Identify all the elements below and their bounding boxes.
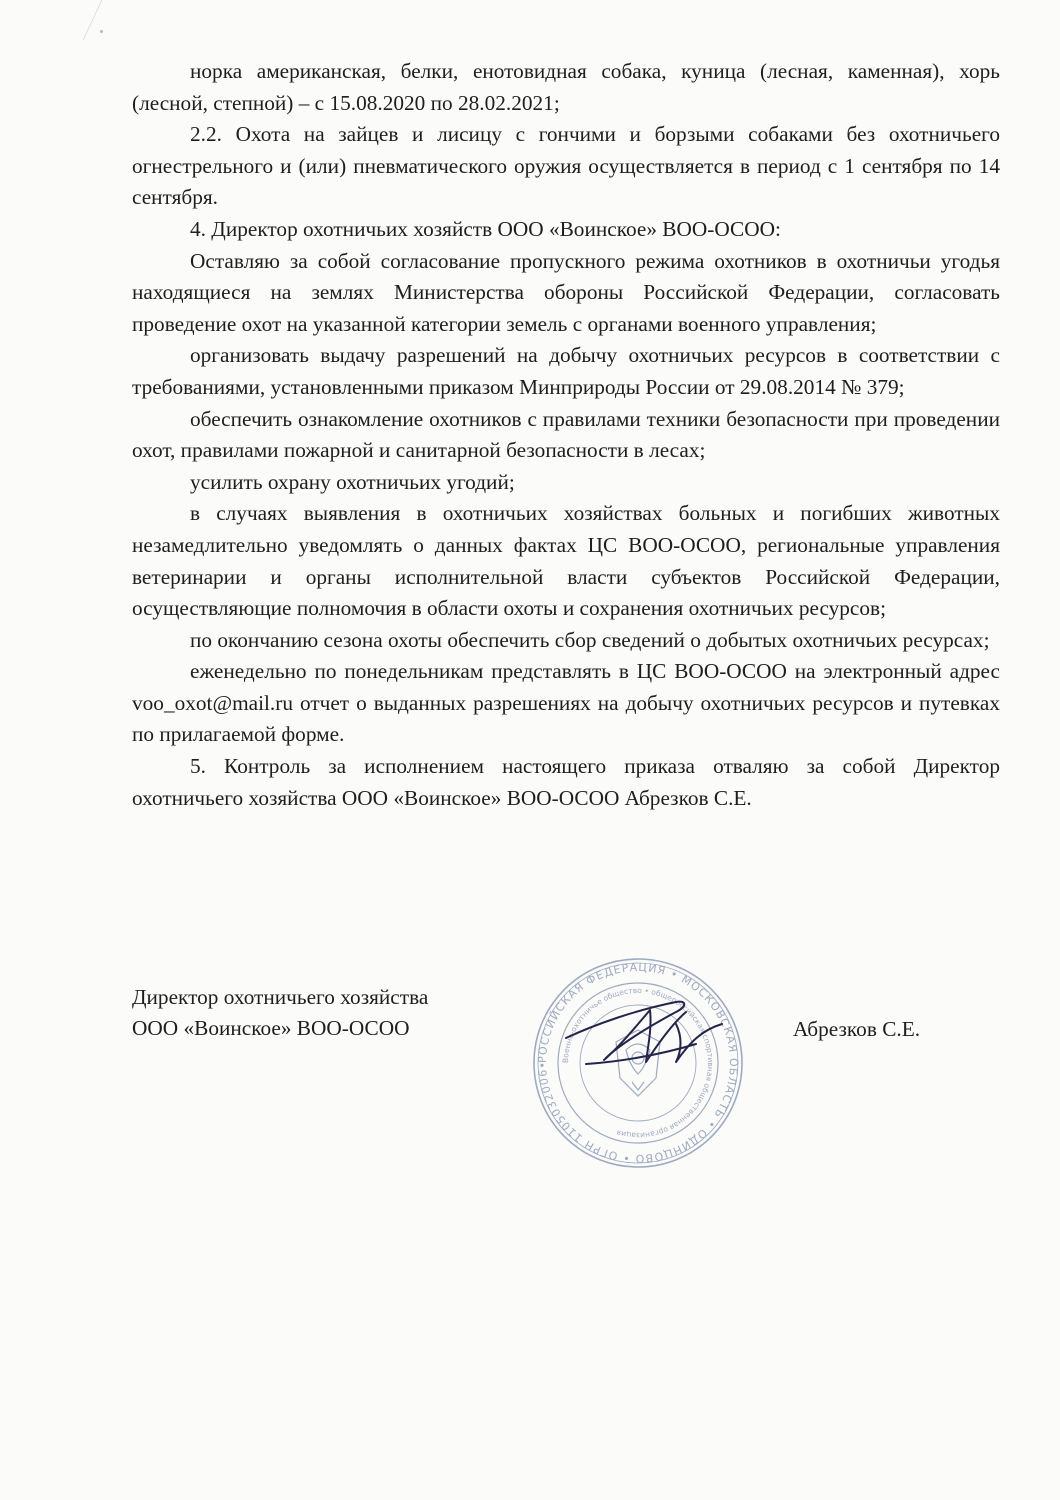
scan-artifact-dot [100,30,103,33]
signatory-name: Абрезков С.Е. [793,1017,921,1041]
svg-text:Военно-охотничье общество • об [561,986,715,1140]
official-seal-with-signature [526,958,750,1168]
paragraph-access-regime: Оставляю за собой согласование пропускного режима охотников в охотничьи угодья находящиеся на землях Министерства обороны Российской Федерации, согласовать проведение охот на указанной категории земель с органами военного управления; [132,248,1000,336]
seal-inner-text: Военно-охотничье общество • общероссийская спортивная общественная организация [560,985,716,1141]
seal-outer-text: РОССИЙСКАЯ ФЕДЕРАЦИЯ • МОСКОВСКАЯ ОБЛАСТЬ • ОДИНЦОВО • ОГРН 1105032006• [535,960,741,1166]
signatory-title-line1: Директор охотничьего хозяйства [132,985,429,1009]
scan-artifact-line [83,0,119,40]
signatory-title [132,982,428,1044]
paragraph-safety: обеспечить ознакомление охотников с правилами техники безопасности при проведении охот, правилами пожарной и санитарной безопасности в лесах; [132,406,1000,463]
paragraph-protection: усилить охрану охотничьих угодий; [190,469,515,494]
paragraph-5-control: 5. Контроль за исполнением настоящего приказа отваляю за собой Директор охотничьего хозяйства ООО «Воинское» ВОО-ОСОО Абрезков С.Е. [132,754,1000,810]
paragraph-fur-animals: норка американская, белки, енотовидная собака, куница (лесная, каменная), хорь (лесной, степной) – с 15.08.2020 по 28.02.2021; [132,59,1000,115]
paragraph-permits: организовать выдачу разрешений на добычу охотничьих ресурсов в соответствии с требованиями, установленными приказом Минприроды России от 29.08.2014 № 379; [132,343,1000,399]
paragraph-sick-animals: в случаях выявления в охотничьих хозяйствах больных и погибших животных незамедлительно уведомлять о данных фактах ЦС ВОО-ОСОО, региональные управления ветеринарии и органы исполнительной власти субъектов Российской Федерации, осуществляющие полномочия в области охоты и сохранения охотничьих ресурсов; [132,501,1000,621]
signatory-title-line2: ООО «Воинское» ВОО-ОСОО [132,1016,410,1040]
seal-emblem [616,1030,660,1096]
paragraph-4-heading: 4. Директор охотничьих хозяйств ООО «Воинское» ВОО-ОСОО: [190,216,781,241]
paragraph-weekly-report: еженедельно по понедельникам представлять в ЦС ВОО-ОСОО на электронный адрес voo_oxot@mail.ru отчет о выданных разрешениях на добычу охотничьих ресурсов и путевках по прилагаемой форме. [132,659,1000,747]
paragraph-season-end: по окончанию сезона охоты обеспечить сбор сведений о добытых охотничьих ресурсах; [190,627,990,652]
document-body [132,56,1000,814]
paragraph-2-2: 2.2. Охота на зайцев и лисицу с гончими и борзыми собаками без охотничьего огнестрельного и (или) пневматического оружия осуществляется в период с 1 сентября по 14 сентября. [132,122,1000,210]
seal-stamp [526,958,742,1167]
